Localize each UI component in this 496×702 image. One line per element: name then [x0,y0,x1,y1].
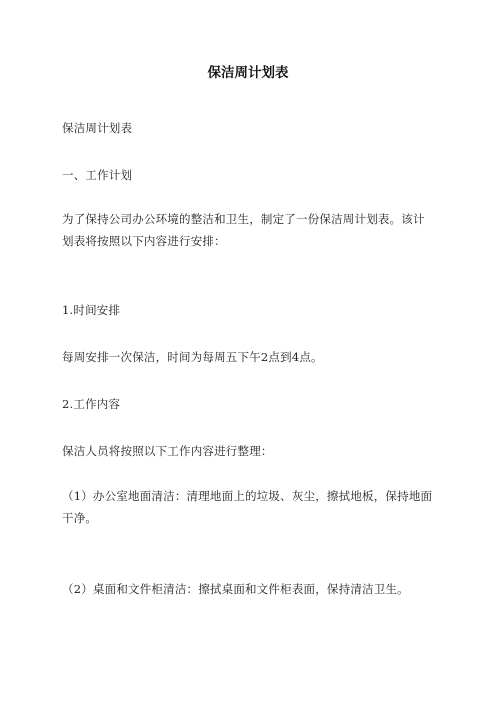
time-arrangement-paragraph: 每周安排一次保洁，时间为每周五下午2点到4点。 [62,350,323,364]
work-content-intro: 保洁人员将按照以下工作内容进行整理： [62,444,273,458]
item-desk-cabinet-cleaning: （2）桌面和文件柜清洁：擦拭桌面和文件柜表面，保持清洁卫生。 [62,582,409,596]
item-office-floor-cleaning: （1）办公室地面清洁：清理地面上的垃圾、灰尘，擦拭地板，保持地面干净。 [62,489,433,525]
intro-paragraph: 为了保持公司办公环境的整洁和卫生，制定了一份保洁周计划表。该计划表将按照以下内容进行安排： [62,212,425,248]
doc-heading-repeat: 保洁周计划表 [62,121,133,135]
document-title: 保洁周计划表 [207,65,289,81]
section-heading-work-plan: 一、工作计划 [62,168,133,182]
subheading-time-arrangement: 1.时间安排 [62,303,121,317]
subheading-work-content: 2.工作内容 [62,397,121,411]
